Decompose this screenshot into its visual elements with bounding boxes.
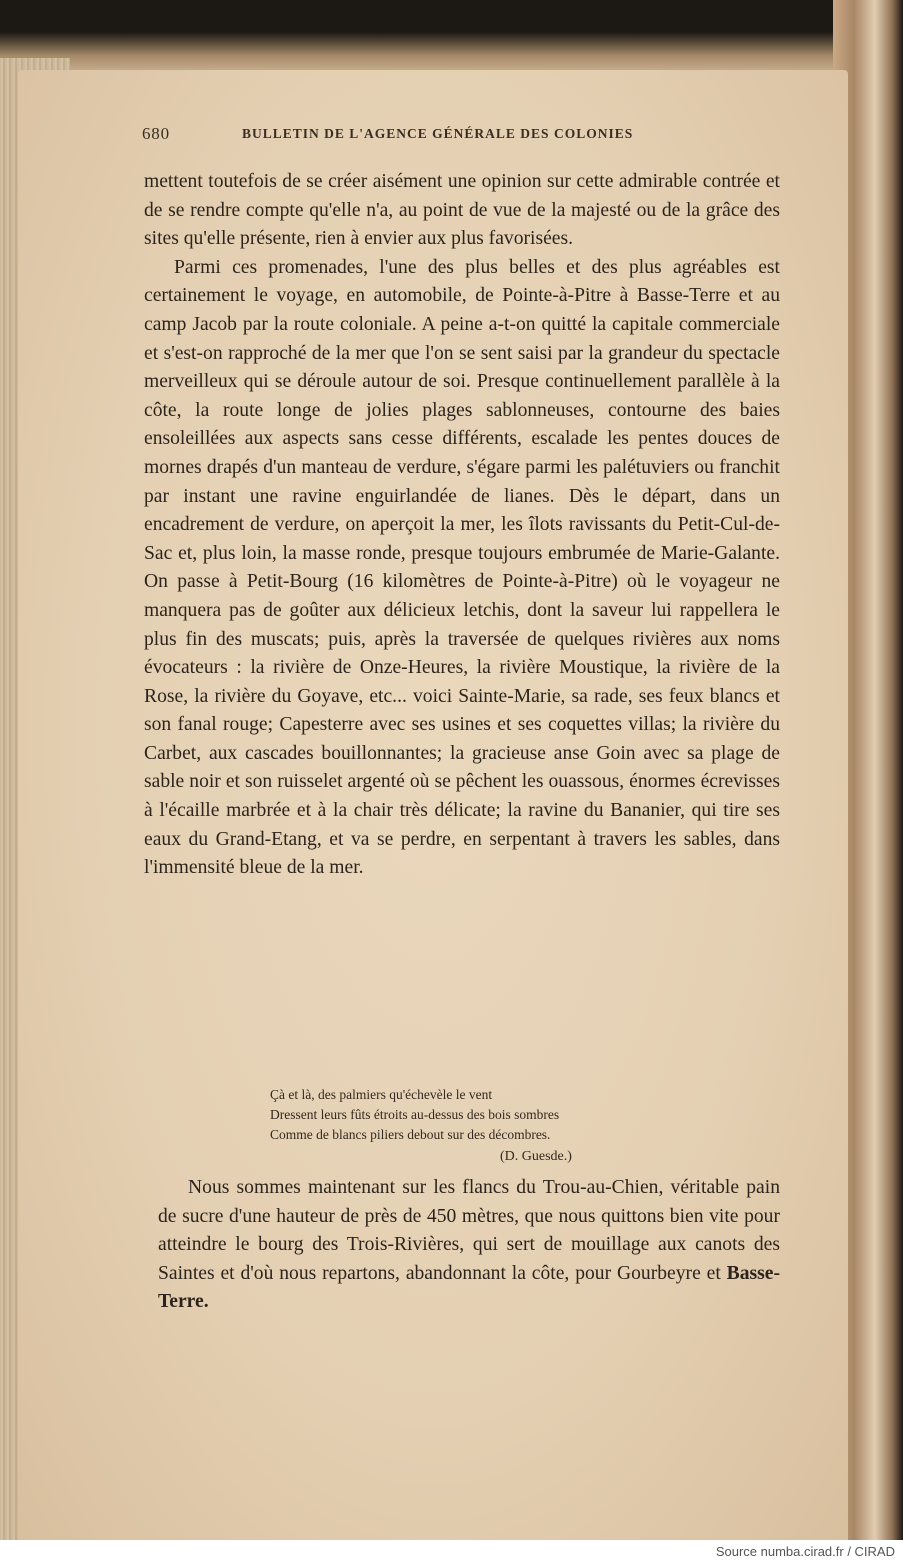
poem-line: Çà et là, des palmiers qu'échevèle le vent bbox=[270, 1087, 493, 1102]
poem-quote bbox=[270, 1085, 690, 1145]
running-title: BULLETIN DE L'AGENCE GÉNÉRALE DES COLONIES bbox=[242, 126, 634, 141]
poem-attribution: (D. Guesde.) bbox=[500, 1149, 572, 1164]
closing-paragraph bbox=[158, 1174, 780, 1317]
running-header bbox=[142, 124, 782, 144]
body-text bbox=[144, 168, 780, 883]
book-top-edge bbox=[0, 0, 903, 80]
closing-paragraph-text: Nous sommes maintenant sur les flancs du Trou-au-Chien, véritable pain de sucre d'une hauteur de près de 450 mètres, que nous quittons bien vite pour atteindre le bourg des Trois-Rivières, qui sert de mouillage aux canots des Saintes et d'où nous repartons, abandonnant la côte, pour Gourbeyre et bbox=[158, 1177, 780, 1284]
poem-line: Comme de blancs piliers debout sur des décombres. bbox=[270, 1127, 551, 1142]
paragraph-1: mettent toutefois de se créer aisément une opinion sur cette admirable contrée et de se rendre compte qu'elle n'a, au point de vue de la majesté ou de la grâce des sites qu'elle présente, rien à envier aux plus favorisées. bbox=[144, 171, 780, 250]
paragraph-2: Parmi ces promenades, l'une des plus belles et des plus agréables est certainement le voyage, en automobile, de Pointe-à-Pitre à Basse-Terre et au camp Jacob par la route coloniale. A peine a-t-on quitté la capitale commerciale et s'est-on rapproché de la mer que l'on se sent saisi par la grandeur du spectacle merveilleux qui se déroule autour de soi. Presque continuellement parallèle à la côte, la route longe de jolies plages sablonneuses, contourne des baies ensoleillées aux aspects sans cesse différents, escalade les pentes douces de mornes drapés d'un manteau de verdure, s'égare parmi les palétuviers ou franchit par instant une ravine enguirlandée de lianes. Dès le départ, dans un encadrement de verdure, on aperçoit la mer, les îlots ravissants du Petit-Cul-de-Sac et, plus loin, la masse ronde, presque toujours embrumée de Marie-Galante. On passe à Petit-Bourg (16 kilomètres de Pointe-à-Pitre) où le voyageur ne manquera pas de goûter aux délicieux letchis, dont la saveur lui rappellera le plus fin des muscats; puis, après la traversée de quelques rivières aux noms évocateurs : la rivière de Onze-Heures, la rivière Moustique, la rivière de la Rose, la rivière du Goyave, etc... voici Sainte-Marie, sa rade, ses feux blancs et son fanal rouge; Capesterre avec ses usines et ses coquettes villas; la rivière du Carbet, aux cascades bouillonnantes; la gracieuse anse Goin avec sa plage de sable noir et son ruisselet argenté où se pêchent les ouassous, énormes écrevisses à l'écaille marbrée et à la chair très délicate; la ravine du Bananier, qui tire ses eaux du Grand-Etang, et va se perdre, en serpentant à travers les sables, dans l'immensité bleue de la mer. bbox=[144, 256, 780, 879]
closing-text bbox=[158, 1174, 780, 1317]
source-credit: Source numba.cirad.fr / CIRAD bbox=[715, 1544, 895, 1559]
poem-line: Dressent leurs fûts étroits au-dessus des bois sombres bbox=[270, 1107, 560, 1122]
page-number: 680 bbox=[142, 124, 170, 143]
closing-bold-word: Basse-Terre. bbox=[158, 1262, 780, 1313]
